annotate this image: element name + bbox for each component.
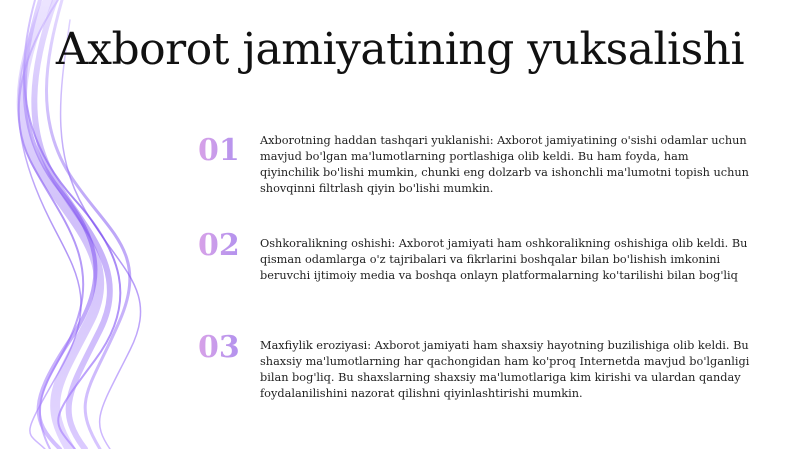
- page-title: Axborot jamiyatining yuksalishi: [55, 24, 745, 75]
- item-number: 02: [198, 228, 254, 263]
- item-text: Maxfiylik eroziyasi: Axborot jamiyati ham shaxsiy hayotning buzilishiga olib keldi. Bu shaxsiy ma'lumotlarning har qachongidan ham ko'proq Internetda mavjud bo'lganligi bilan bog'liq. Bu shaxslarning shaxsiy ma'lumotlariga kim kirishi va ulardan qanday foydalanilishini nazorat qilishni qiyinlashtirishi mumkin.: [260, 339, 750, 400]
- item-number: 03: [198, 330, 254, 365]
- item-text: Axborotning haddan tashqari yuklanishi: Axborot jamiyatining o'sishi odamlar uchun mavjud bo'lgan ma'lumotlarning portlashiga olib keldi. Bu ham foyda, ham qiyinchilik bo'lishi mumkin, chunki eng dolzarb va ishonchli ma'lumotni topish uchun shovqinni filtrlash qiyin bo'lishi mumkin.: [260, 134, 749, 195]
- item-number: 01: [198, 133, 254, 168]
- item-text: Oshkoralikning oshishi: Axborot jamiyati ham oshkoralikning oshishiga olib keldi. Bu qisman odamlarga o'z tajribalari va fikrlarini boshqalar bilan bo'lishish imkonini beruvchi ijtimoiy media va boshqa onlayn platformalarning ko'tarilishi bilan bog'liq: [260, 237, 748, 282]
